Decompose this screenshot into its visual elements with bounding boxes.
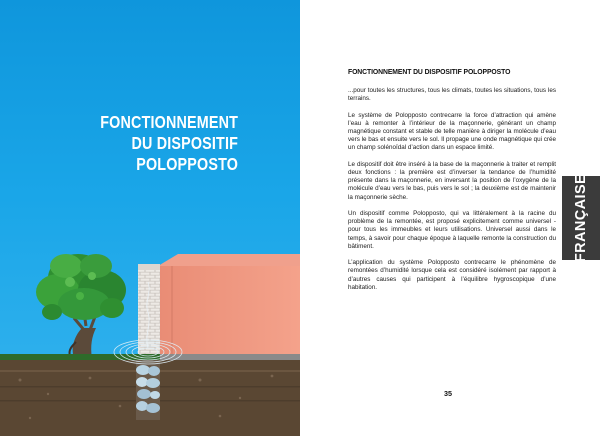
interior-wall xyxy=(158,266,300,358)
title-line-1: FONCTIONNEMENT xyxy=(100,112,238,132)
language-tab xyxy=(562,173,600,263)
house-foundation-illustration xyxy=(0,230,300,436)
title-line-3: POLOPPOSTO xyxy=(136,154,238,174)
right-page xyxy=(300,0,600,436)
language-tab-label: FRANÇAISE xyxy=(573,173,589,263)
body-text xyxy=(348,87,556,300)
tree-icon xyxy=(36,254,126,358)
paragraph-2: Le système de Polopposto contrecarre la force d’attraction qui amène l’eau à remonter à l’intérieur de la maçonnerie, générant un champ magnétique constant et stable de telle manière à diriger la molécule d’eau vers le bas et ensuite vers le sol. Il propage une onde magnétique qui crée un champ solénoïdal d’action dans un espace limité. xyxy=(348,111,556,152)
paragraph-1: ...pour toutes les structures, tous les climats, toutes les situations, tous les terrains. xyxy=(348,87,556,103)
brick-wall xyxy=(138,264,160,360)
foundation-stones xyxy=(136,360,160,420)
paragraph-3: Le dispositif doit être inséré à la base de la maçonnerie à traiter et remplit deux fonctions : la première est d’inverser la tendance de l’humidité présente dans la maçonnerie, en inversant la position de l’oxygène de la molécule d’eau vers le bas, puis vers le sol ; la deuxième est de maintenir la maçonnerie sèche. xyxy=(348,160,556,201)
page-number: 35 xyxy=(444,389,452,398)
paragraph-4: Un dispositif comme Polopposto, qui va littéralement à la racine du problème de la remontée, est proposé explicitement comme universel - pour tous les immeubles et leurs utilisations. Universel aussi dans le temps, à savoir pour chaque époque à laquelle remonte la construction du bâtiment. xyxy=(348,210,556,250)
paragraph-5: L’application du système Polopposto contrecarre le phénomène de remontées d’humidité lorsque cela est considéré isolément par rapport à d’autres causes qui participent à l’équilibre hygroscopique d’une habitation. xyxy=(348,259,556,291)
section-heading: FONCTIONNEMENT DU DISPOSITIF POLOPPOSTO xyxy=(348,67,511,76)
title-line-2: DU DISPOSITIF xyxy=(131,133,238,153)
page-title xyxy=(100,112,238,175)
